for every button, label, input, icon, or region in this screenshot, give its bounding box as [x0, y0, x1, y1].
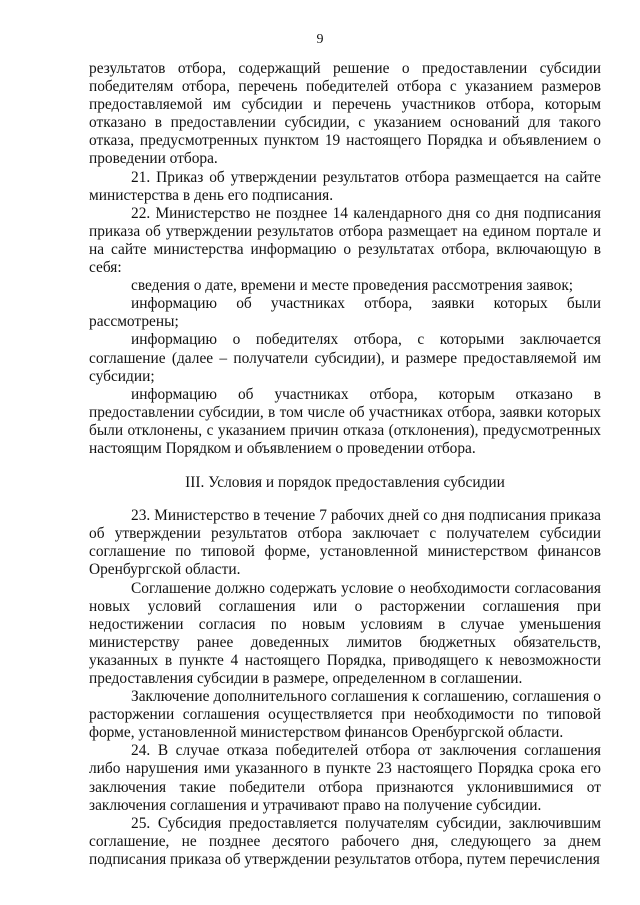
paragraph-24: 24. В случае отказа победителей отбора от заключения соглашения либо нарушения ими указанного в пункте 23 настоящего Порядка срока его заключения такие победители отбора признаются уклонившимися от заключения соглашения и утрачивают право на получение субсидии.	[89, 742, 601, 814]
page-number: 9	[316, 32, 324, 47]
paragraph-continuation: результатов отбора, содержащий решение о предоставлении субсидии победителям отбора, перечень победителей отбора с указанием размеров предоставляемой им субсидии и перечень участников отбора, которым отказано в предоставлении субсидии, с указанием оснований для такого отказа, предусмотренных пунктом 19 настоящего Порядка и объявлением о проведении отбора.	[89, 60, 601, 168]
paragraph-agreement-conditions: Соглашение должно содержать условие о необходимости согласования новых условий соглашения или о расторжении соглашения при недостижении согласия по новым условиям в случае уменьшения министерству ранее доведенных лимитов бюджетных обязательств, указанных в пункте 4 настоящего Порядка, приводящего к невозможности предоставления субсидии в размере, определенном в соглашении.	[89, 579, 601, 687]
paragraph-23: 23. Министерство в течение 7 рабочих дней со дня подписания приказа об утверждении результатов отбора заключает с получателем субсидии соглашение по типовой форме, установленной министерством финансов Оренбургской области.	[89, 507, 601, 579]
section-heading: III. Условия и порядок предоставления субсидии	[185, 474, 505, 492]
paragraph-25: 25. Субсидия предоставляется получателям субсидии, заключившим соглашение, не позднее десятого рабочего дня, следующего за днем подписания приказа об утверждении результатов отбора, путем перечисления	[89, 814, 601, 868]
paragraph-additional-agreement: Заключение дополнительного соглашения к соглашению, соглашения о расторжении соглашения осуществляется при необходимости по типовой форме, установленной министерством финансов Оренбургской области.	[89, 688, 601, 742]
paragraph-21: 21. Приказ об утверждении результатов отбора размещается на сайте министерства в день его подписания.	[89, 168, 601, 204]
document-body	[89, 60, 601, 869]
list-item-rejected: информацию об участниках отбора, которым отказано в предоставлении субсидии, в том числе об участниках отбора, заявки которых были отклонены, с указанием причин отказа (отклонения), предусмотренных настоящим Порядком и объявлением о проведении отбора.	[89, 385, 601, 457]
paragraph-22: 22. Министерство не позднее 14 календарного дня со дня подписания приказа об утверждении результатов отбора размещает на едином портале и на сайте министерства информацию о результатах отбора, включающую в себя:	[89, 204, 601, 277]
list-item-participants: информацию об участниках отбора, заявки которых были рассмотрены;	[89, 295, 601, 331]
list-item-dates: сведения о дате, времени и месте проведения рассмотрения заявок;	[131, 277, 574, 295]
list-item-winners: информацию о победителях отбора, с которыми заключается соглашение (далее – получатели субсидии), и размере предоставляемой им субсидии;	[89, 331, 601, 385]
